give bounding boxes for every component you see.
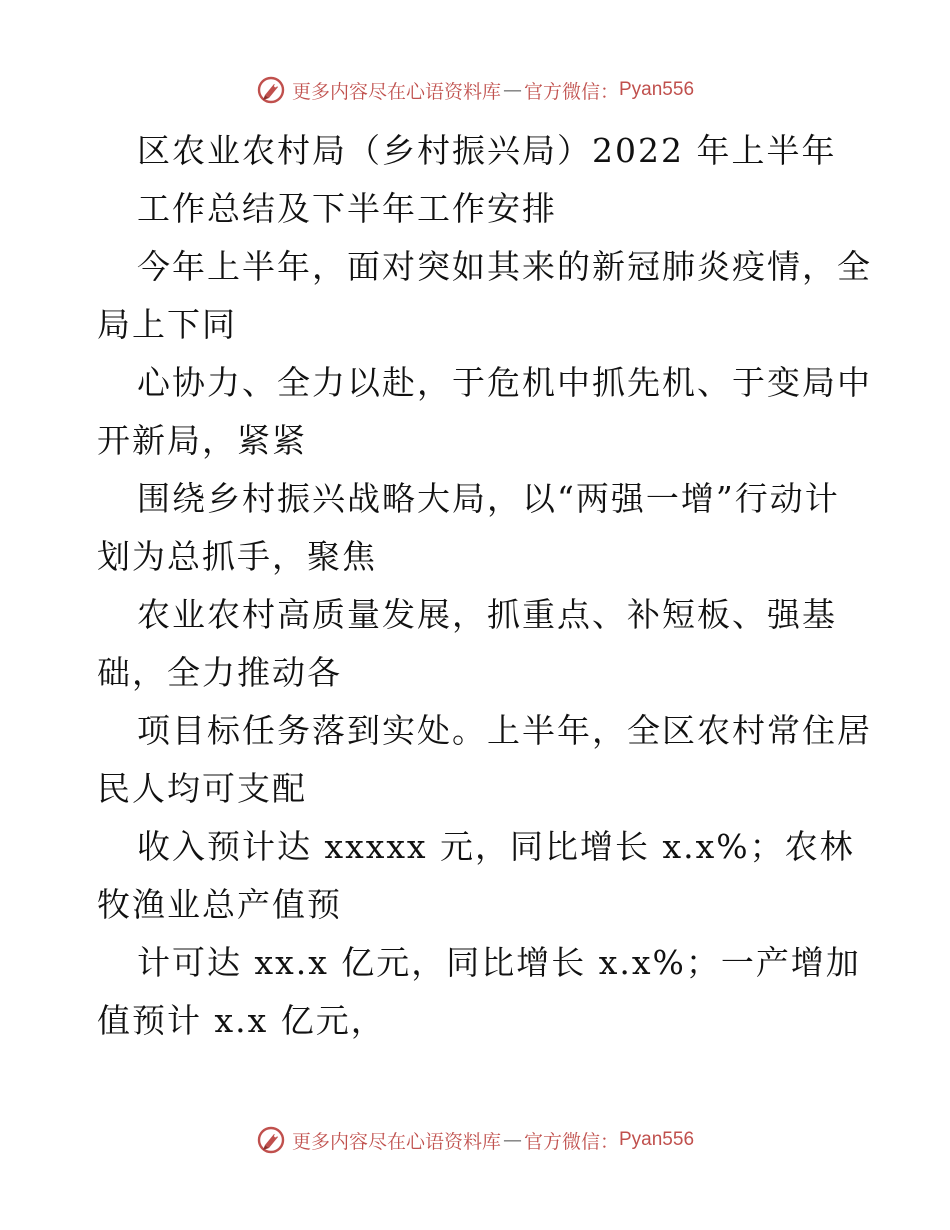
paragraph-line: 础，全力推动各 — [97, 653, 342, 692]
title-line-1: 区农业农村局（乡村振兴局）2022 年上半年 — [137, 131, 837, 170]
banner-dash: — — [502, 1129, 522, 1151]
paragraph-line: 值预计 x.x 亿元， — [97, 1001, 386, 1040]
wechat-label: 官方微信： — [523, 1130, 619, 1153]
paragraph-line: 民人均可支配 — [97, 769, 307, 808]
paragraph-line: 今年上半年，面对突如其来的新冠肺炎疫情，全 — [137, 247, 872, 286]
paragraph-line: 收入预计达 xxxxx 元，同比增长 x.x%；农林 — [137, 827, 855, 866]
pen-nib-logo-icon — [256, 1125, 286, 1155]
header-watermark-banner — [0, 70, 950, 110]
paragraph-line: 围绕乡村振兴战略大局，以“两强一增”行动计 — [137, 479, 840, 518]
document-body — [97, 122, 872, 1050]
title-line-2: 工作总结及下半年工作安排 — [137, 189, 557, 228]
wechat-label: 官方微信： — [523, 80, 619, 103]
banner-dash: — — [502, 79, 522, 101]
wechat-id: Pyan556 — [619, 79, 695, 100]
paragraph-line: 局上下同 — [97, 305, 237, 344]
paragraph-line: 心协力、全力以赴，于危机中抓先机、于变局中 — [137, 363, 872, 402]
promo-text: 更多内容尽在心语资料库 — [291, 1130, 501, 1153]
paragraph-line: 计可达 xx.x 亿元，同比增长 x.x%；一产增加 — [137, 943, 861, 982]
wechat-id: Pyan556 — [619, 1129, 695, 1150]
paragraph-line: 牧渔业总产值预 — [97, 885, 342, 924]
paragraph-line: 项目标任务落到实处。上半年，全区农村常住居 — [137, 711, 872, 750]
paragraph-line: 划为总抓手，聚焦 — [97, 537, 377, 576]
paragraph-line: 农业农村高质量发展，抓重点、补短板、强基 — [137, 595, 837, 634]
footer-watermark-banner — [0, 1120, 950, 1160]
promo-text: 更多内容尽在心语资料库 — [291, 80, 501, 103]
pen-nib-logo-icon — [256, 75, 286, 105]
paragraph-line: 开新局，紧紧 — [97, 421, 307, 460]
